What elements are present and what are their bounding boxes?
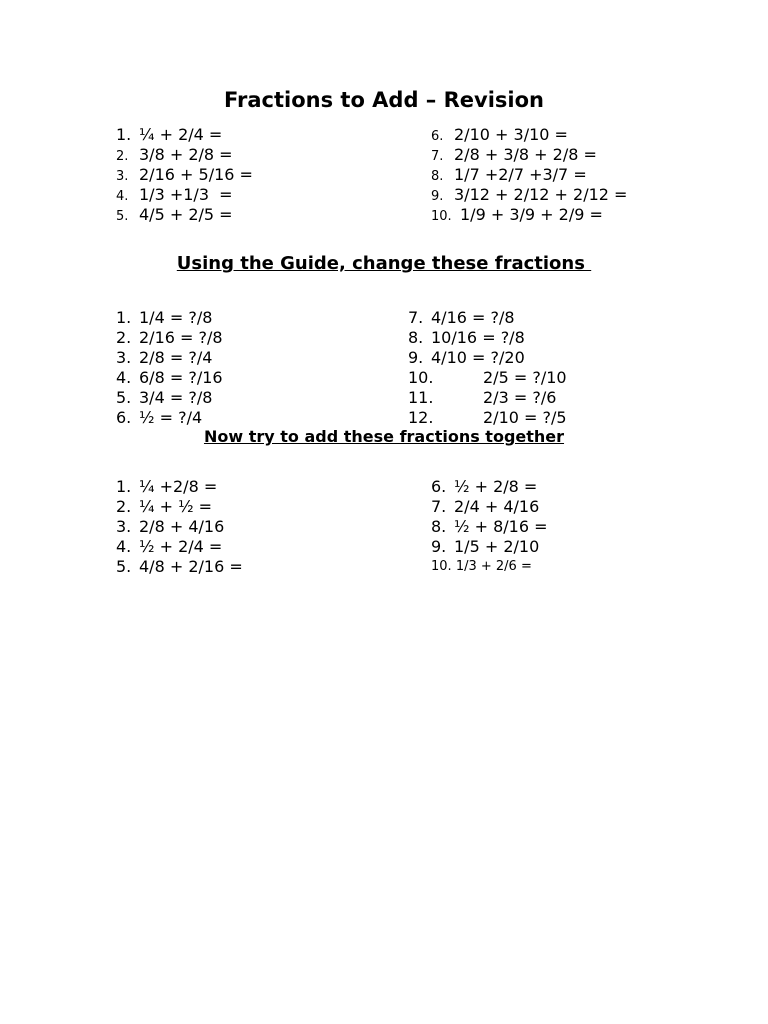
item-number: 6. — [431, 477, 447, 496]
item-number: 3. — [116, 517, 132, 536]
item-question: 4/8 + 2/16 = — [139, 557, 243, 576]
list-item — [431, 185, 627, 205]
list-item — [431, 165, 627, 185]
item-number: 7. — [408, 308, 424, 327]
item-question: ¼ +2/8 = — [139, 477, 218, 496]
add-list-left — [116, 477, 243, 577]
add-section-heading: Now try to add these fractions together — [203, 427, 565, 446]
item-question: 2/4 + 4/16 — [454, 497, 540, 516]
item-number: 1. — [116, 477, 132, 496]
item-question: 10/16 = ?/8 — [431, 328, 525, 347]
item-question: 6/8 = ?/16 — [139, 368, 223, 387]
list-item — [431, 517, 548, 537]
revision-list-right — [431, 125, 627, 225]
item-question: 2/10 + 3/10 = — [454, 125, 568, 144]
list-item — [116, 497, 243, 517]
list-item — [408, 408, 567, 428]
item-question: 2/8 = ?/4 — [139, 348, 213, 367]
list-item — [116, 185, 253, 205]
list-item — [408, 308, 567, 328]
item-number: 11. — [408, 388, 434, 407]
item-question: 1/3 +1/3 = — [139, 185, 233, 204]
list-item — [431, 125, 627, 145]
item-number: 10. — [431, 209, 452, 224]
list-item — [116, 348, 223, 368]
item-question: 2/5 = ?/10 — [483, 368, 567, 387]
item-number: 4. — [116, 537, 132, 556]
item-question: ½ + 2/8 = — [454, 477, 538, 496]
item-question: 4/5 + 2/5 = — [139, 205, 233, 224]
item-question: 3/12 + 2/12 + 2/12 = — [454, 185, 628, 204]
list-item — [116, 408, 223, 428]
item-question: ¼ + 2/4 = — [139, 125, 223, 144]
item-number: 3. — [116, 348, 132, 367]
item-question: 2/3 = ?/6 — [483, 388, 557, 407]
item-number: 1. — [116, 308, 132, 327]
list-item — [116, 517, 243, 537]
list-item — [408, 368, 567, 388]
list-item — [116, 165, 253, 185]
item-number: 3. — [116, 169, 129, 184]
item-number: 10. — [431, 559, 452, 574]
list-item — [431, 205, 627, 225]
item-number: 7. — [431, 149, 444, 164]
item-question: ½ + 8/16 = — [454, 517, 548, 536]
item-number: 4. — [116, 189, 129, 204]
item-number: 2. — [116, 497, 132, 516]
item-question: 2/16 = ?/8 — [139, 328, 223, 347]
item-question: 1/9 + 3/9 + 2/9 = — [460, 205, 603, 224]
item-question: 1/3 + 2/6 = — [455, 559, 532, 574]
item-question: 3/4 = ?/8 — [139, 388, 213, 407]
list-item — [116, 477, 243, 497]
list-item — [116, 205, 253, 225]
list-item — [116, 388, 223, 408]
list-item — [116, 368, 223, 388]
item-question: 2/8 + 3/8 + 2/8 = — [454, 145, 597, 164]
item-number: 8. — [408, 328, 424, 347]
item-question: 3/8 + 2/8 = — [139, 145, 233, 164]
change-list-left — [116, 308, 223, 428]
item-question: 1/7 +2/7 +3/7 = — [454, 165, 587, 184]
revision-list-left — [116, 125, 253, 225]
item-question: 4/16 = ?/8 — [431, 308, 515, 327]
item-number: 6. — [431, 129, 444, 144]
list-item — [116, 145, 253, 165]
item-question: ½ + 2/4 = — [139, 537, 223, 556]
item-question: 2/10 = ?/5 — [483, 408, 567, 427]
item-number: 5. — [116, 557, 132, 576]
item-number: 9. — [408, 348, 424, 367]
item-question: 1/4 = ?/8 — [139, 308, 213, 327]
item-number: 1. — [116, 125, 132, 144]
item-question: 2/16 + 5/16 = — [139, 165, 253, 184]
item-number: 8. — [431, 517, 447, 536]
list-item — [431, 557, 548, 577]
list-item — [431, 145, 627, 165]
item-number: 9. — [431, 537, 447, 556]
item-number: 9. — [431, 189, 444, 204]
item-number: 4. — [116, 368, 132, 387]
item-number: 7. — [431, 497, 447, 516]
change-list-right — [408, 308, 567, 428]
list-item — [408, 348, 567, 368]
item-number: 2. — [116, 328, 132, 347]
list-item — [431, 477, 548, 497]
list-item — [408, 388, 567, 408]
list-item — [116, 328, 223, 348]
add-list-right — [431, 477, 548, 577]
item-number: 6. — [116, 408, 132, 427]
list-item — [116, 557, 243, 577]
guide-section-heading: Using the Guide, change these fractions — [176, 253, 592, 274]
list-item — [431, 537, 548, 557]
list-item — [116, 537, 243, 557]
item-number: 5. — [116, 388, 132, 407]
item-question: 1/5 + 2/10 — [454, 537, 540, 556]
item-question: 4/10 = ?/20 — [431, 348, 525, 367]
item-number: 5. — [116, 209, 129, 224]
item-number: 2. — [116, 149, 129, 164]
item-question: 2/8 + 4/16 — [139, 517, 225, 536]
list-item — [116, 308, 223, 328]
item-number: 8. — [431, 169, 444, 184]
item-number: 12. — [408, 408, 434, 427]
list-item — [408, 328, 567, 348]
list-item — [116, 125, 253, 145]
item-question: ½ = ?/4 — [139, 408, 203, 427]
list-item — [431, 497, 548, 517]
item-number: 10. — [408, 368, 434, 387]
page-title: Fractions to Add – Revision — [224, 88, 544, 112]
item-question: ¼ + ½ = — [139, 497, 213, 516]
